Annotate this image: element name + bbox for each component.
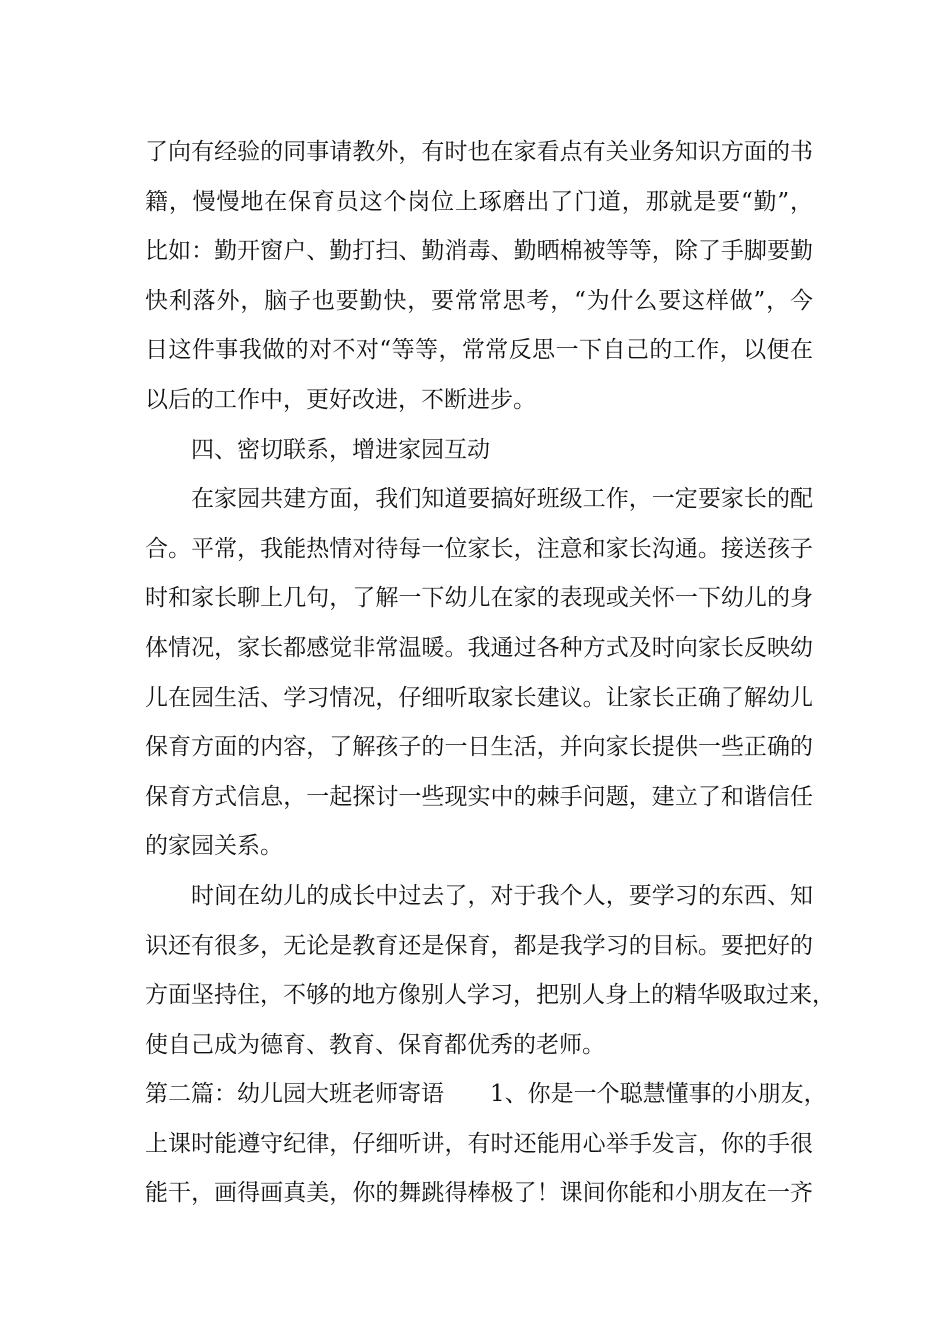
text-line: 合。平常，我能热情对待每一位家长，注意和家长沟通。接送孩子	[145, 535, 813, 562]
document-body	[145, 128, 835, 1219]
text-line: 在家园共建方面，我们知道要搞好班级工作，一定要家长的配	[191, 486, 813, 513]
text-line: 上课时能遵守纪律，仔细听讲，有时还能用心举手发言，你的手很	[145, 1130, 813, 1157]
text-line: 保育方式信息，一起探讨一些现实中的棘手问题，建立了和谐信任	[145, 783, 813, 810]
text-line: 的家园关系。	[145, 833, 283, 860]
text-line: 日这件事我做的对不对“等等，常常反思一下自己的工作，以便在	[145, 337, 813, 364]
text-line: 四、密切联系，增进家园互动	[191, 436, 490, 463]
text-line: 时和家长聊上几句，了解一下幼儿在家的表现或关怀一下幼儿的身	[145, 585, 813, 612]
text-line: 保育方面的内容，了解孩子的一日生活，并向家长提供一些正确的	[145, 734, 813, 761]
text-line: 以后的工作中，更好改进，不断进步。	[145, 386, 536, 413]
text-line: 能干，画得画真美，你的舞跳得棒极了！课间你能和小朋友在一齐	[145, 1180, 813, 1207]
text-line: 识还有很多，无论是教育还是保育，都是我学习的目标。要把好的	[145, 932, 813, 959]
text-line: 时间在幼儿的成长中过去了，对于我个人，要学习的东西、知	[191, 882, 813, 909]
text-line: 了向有经验的同事请教外，有时也在家看点有关业务知识方面的书	[145, 139, 813, 165]
text-line: 快利落外，脑子也要勤快，要常常思考，“为什么要这样做”，今	[145, 287, 813, 314]
text-line: 儿在园生活、学习情况，仔细听取家长建议。让家长正确了解幼儿	[145, 684, 813, 711]
text-line: 第二篇：幼儿园大班老师寄语 1、你是一个聪慧懂事的小朋友，	[145, 1081, 827, 1108]
text-line: 使自己成为德育、教育、保育都优秀的老师。	[145, 1031, 605, 1058]
text-line: 比如：勤开窗户、勤打扫、勤消毒、勤晒棉被等等，除了手脚要勤	[145, 238, 813, 265]
text-line: 方面坚持住，不够的地方像别人学习，把别人身上的精华吸取过来，	[145, 982, 835, 1009]
text-line: 籍，慢慢地在保育员这个岗位上琢磨出了门道，那就是要“勤”，	[145, 188, 813, 215]
text-line: 体情况，家长都感觉非常温暖。我通过各种方式及时向家长反映幼	[145, 634, 813, 661]
